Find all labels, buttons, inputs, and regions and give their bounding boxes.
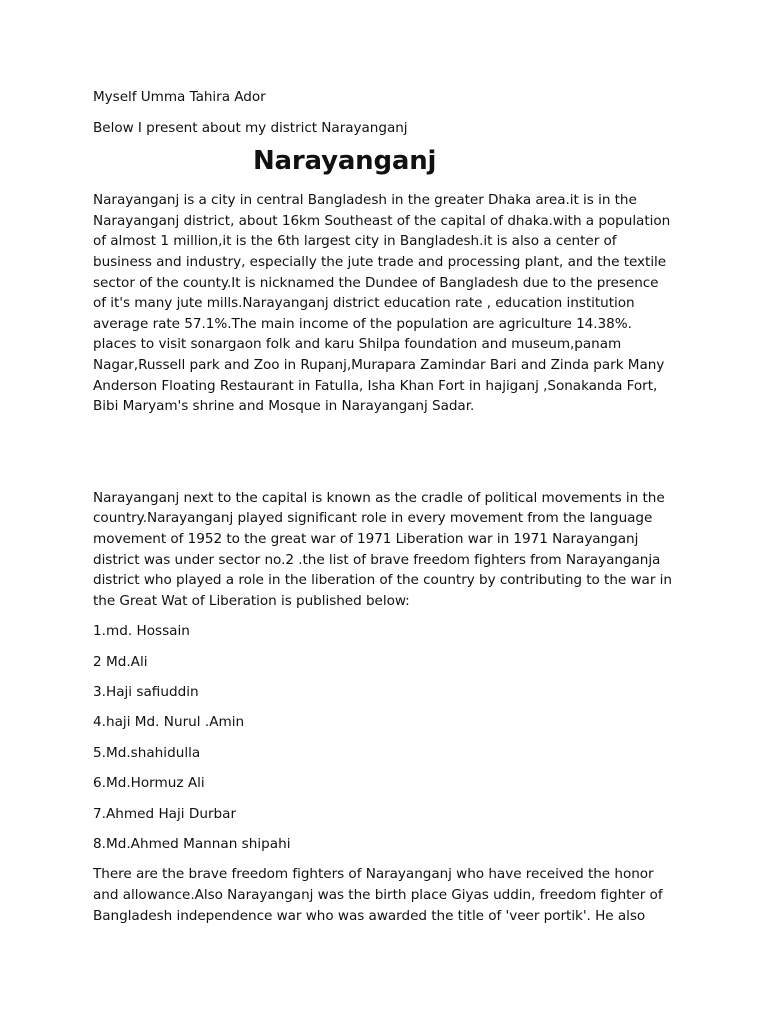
- document-title: Narayanganj: [253, 146, 437, 177]
- author-line: Myself Umma Tahira Ador: [93, 89, 266, 105]
- list-item: 7.Ahmed Haji Durbar: [93, 805, 237, 822]
- paragraph-overview: Narayanganj is a city in central Bangladesh in the greater Dhaka area.it is in the Narayanganj district, about 16km Southeast of the capital of dhaka.with a population of almost 1 million,it is the 6th largest city in Bangladesh.it is also a center of business and industry, especially the jute trade and processing plant, and the textile sector of the county.It is nicknamed the Dundee of Bangladesh due to the presence of it's many jute mills.Narayanganj district education rate , education institution average rate 57.1%.The main income of the population are agriculture 14.38%. places to visit sonargaon folk and karu Shilpa foundation and museum,panam Nagar,Russell park and Zoo in Rupanj,Murapara Zamindar Bari and Zinda park Many Anderson Floating Restaurant in Fatulla, Isha Khan Fort in hajiganj ,Sonakanda Fort, Bibi Maryam's shrine and Mosque in Narayanganj Sadar.: [93, 192, 671, 415]
- list-item: 2 Md.Ali: [93, 653, 148, 670]
- freedom-fighters-list: [93, 621, 675, 854]
- list-item: 3.Haji safiuddin: [93, 684, 199, 701]
- list-item: 5.Md.shahidulla: [93, 744, 201, 761]
- paragraph-honor: There are the brave freedom fighters of Narayanganj who have received the honor and allowance.Also Narayanganj was the birth place Giyas uddin, freedom fighter of Bangladesh independence war who was awarded the title of 'veer portik'. He also: [93, 866, 663, 924]
- document-body: [93, 87, 675, 926]
- paragraph-history: Narayanganj next to the capital is known as the cradle of political movements in the country.Narayanganj played significant role in every movement from the language movement of 1952 to the great war of 1971 Liberation war in 1971 Narayanganj district was under sector no.2 .the list of brave freedom fighters from Narayanganja district who played a role in the liberation of the country by contributing to the war in the Great Wat of Liberation is published below:: [93, 489, 672, 609]
- list-item: 6.Md.Hormuz Ali: [93, 775, 205, 792]
- paragraph-spacer: [93, 417, 675, 488]
- list-item: 8.Md.Ahmed Mannan shipahi: [93, 836, 291, 853]
- list-item: 4.haji Md. Nurul .Amin: [93, 714, 245, 731]
- intro-line: Below I present about my district Narayanganj: [93, 119, 408, 136]
- list-item: 1.md. Hossain: [93, 623, 190, 640]
